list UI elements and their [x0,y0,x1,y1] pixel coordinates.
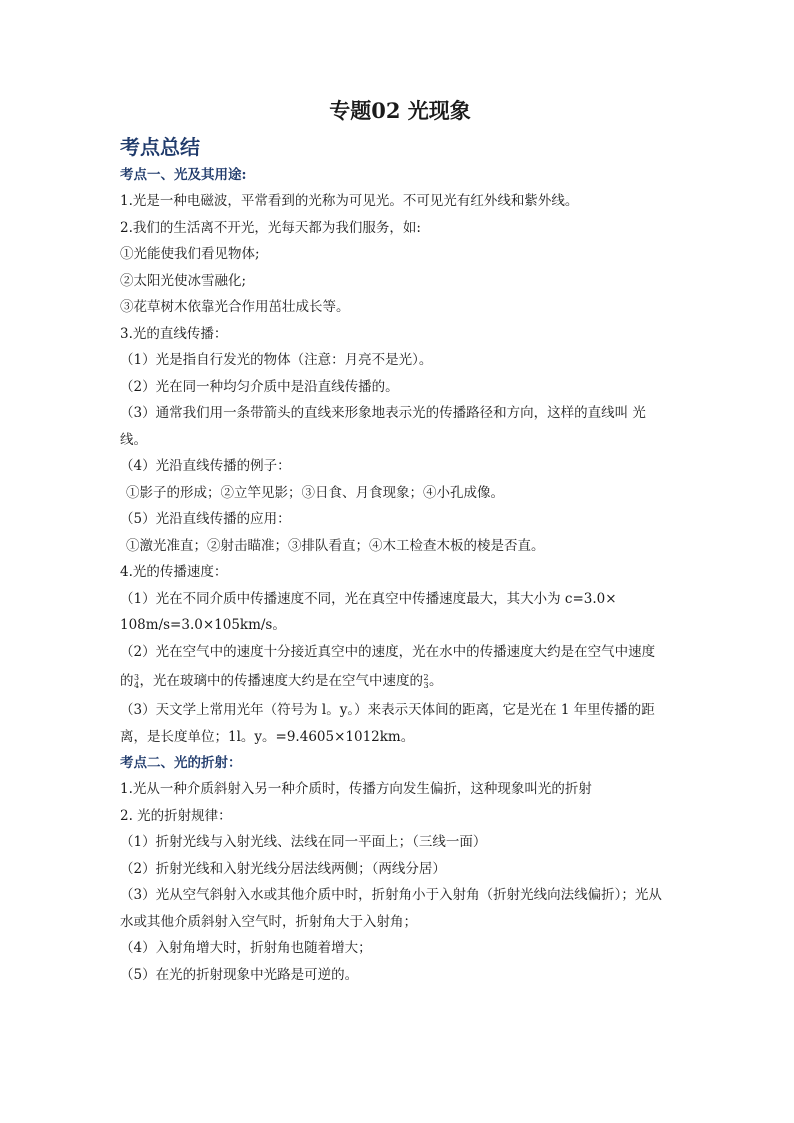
text-line: 离，是长度单位；1l。y。=9.4605×1012km。 [120,728,415,745]
fraction-denominator: 4 [133,680,140,690]
text-line: （1）折射光线与入射光线、法线在同一平面上；（三线一面） [120,834,487,850]
section-heading: 考点总结 [120,135,200,159]
text-line: （5）在光的折射现象中光路是可逆的。 [120,966,359,983]
text-line: （1）光在不同介质中传播速度不同，光在真空中传播速度最大，其大小为 c=3.0× [120,590,617,607]
fraction-numerator: 2 [423,672,429,682]
text-line: ②太阳光使冰雪融化; [120,272,247,289]
text-line: ①影子的形成；②立竿见影；③日食、月食现象；④小孔成像。 [126,484,504,501]
text-line: （3）天文学上常用光年（符号为 l。y。）来表示天体间的距离，它是光在 1 年里传播的距 [120,702,655,718]
text-line: （2）光在空气中的速度十分接近真空中的速度，光在水中的传播速度大约是在空气中速度 [120,643,656,660]
text-line: 线。 [120,431,147,448]
text-line: （4）光沿直线传播的例子： [120,458,291,474]
text-line: （3）光从空气斜射入水或其他介质中时，折射角小于入射角（折射光线向法线偏折）；光从 [120,887,662,903]
text-line: 1.光从一种介质斜射入另一种介质时，传播方向发生偏折，这种现象叫光的折射 [120,781,592,797]
fraction-numerator: 3 [133,672,140,682]
text-line: 2.我们的生活离不开光，光每天都为我们服务，如: [120,219,421,236]
text-line: ③花草树木依靠光合作用茁壮成长等。 [120,299,350,315]
text-line: 1.光是一种电磁波，平常看到的光称为可见光。不可见光有红外线和紫外线。 [120,193,579,209]
text-line: 108m/s=3.0×105km/s。 [120,617,286,633]
text-line: （3）通常我们用一条带箭头的直线来形象地表示光的传播路径和方向，这样的直线叫 光 [120,405,646,421]
text-line: （5）光沿直线传播的应用： [120,511,291,527]
document-page [120,96,680,988]
text-line: （2）折射光线和入射光线分居法线两侧；（两线分居） [120,860,446,877]
text-line: ①激光准直；②射击瞄准；③排队看直；④木工检查木板的棱是否直。 [126,537,545,554]
text-line: 4.光的传播速度： [120,564,228,580]
text-line: 水或其他介质斜射入空气时，折射角大于入射角； [120,913,417,930]
point1-heading: 考点一、光及其用途: [120,167,247,183]
text-line: 2. 光的折射规律： [120,807,232,824]
text-line: ①光能使我们看见物体; [120,246,260,262]
fraction-line [120,665,680,697]
point2-heading: 考点二、光的折射： [120,755,242,771]
text-line: （2）光在同一种均匀介质中是沿直线传播的。 [120,378,399,395]
fraction-two-thirds [423,674,429,690]
text-fragment: 。 [429,673,443,689]
text-line: 3.光的直线传播： [120,325,228,342]
document-title: 专题02 光现象 [329,98,471,123]
fraction-three-quarters [134,674,140,690]
text-line: （1）光是指自行发光的物体（注意：月亮不是光）。 [120,352,433,368]
text-line: （4）入射角增大时，折射角也随着增大； [120,940,372,956]
fraction-denominator: 3 [423,680,429,690]
text-fragment: 的 [120,673,134,689]
text-fragment: ，光在玻璃中的传播速度大约是在空气中速度的 [139,673,423,689]
